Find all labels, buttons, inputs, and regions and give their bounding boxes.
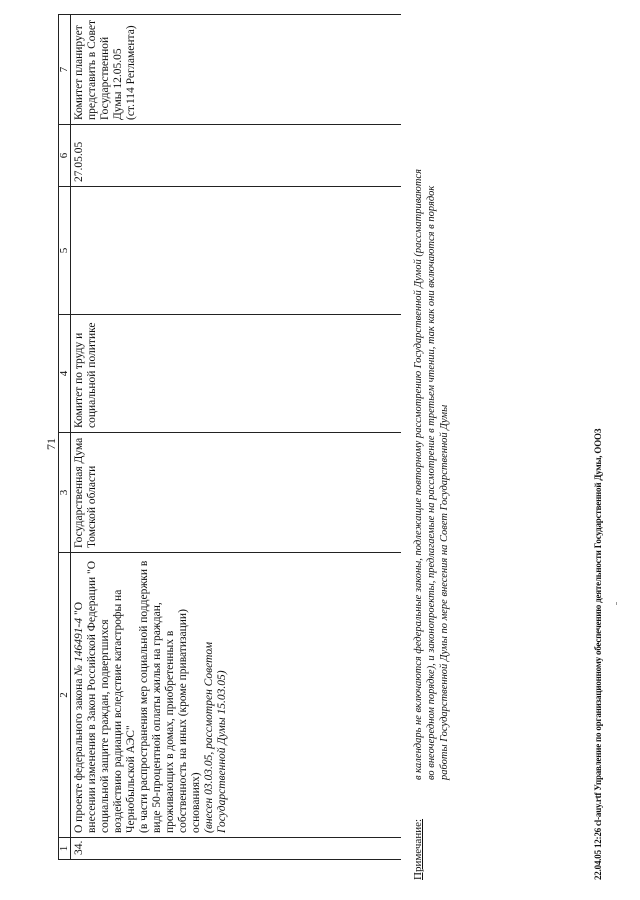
calendar-table [58, 14, 401, 860]
initiator: Государственная Дума Томской области [71, 433, 401, 553]
committee: Комитет по труду и социальной политике [71, 315, 401, 433]
header-cell: 2 [59, 553, 71, 838]
rotated-page [20, 10, 620, 890]
header-cell: 6 [59, 125, 71, 187]
bill-history: (внесен 03.03.05, рассмотрен Советом Государственной Думы 15.03.05) [203, 641, 228, 833]
bill-part: (в части распространения мер социальной поддержки в виде 50-процентной оплаты жилья на граждан, проживающих в домах, приобретенных в собственность на иных (кроме приватизации) основаниях) [138, 560, 202, 833]
bill-title: "О внесении изменения в Закон Российской Федерации "О социальной защите граждан, подвергшихся воздействию радиации вследствие катастрофы на Чернобыльской АЭС" [73, 561, 137, 833]
footer-line: 22.04.05 12:26 cl-auy.rtf Управление по организационному обеспечению деятельности Государственной Думы, ОООЗ [593, 428, 603, 880]
header-cell: 3 [59, 433, 71, 553]
date: 27.05.05 [71, 125, 401, 187]
header-cell: 4 [59, 315, 71, 433]
note-text: в календарь не включаются федеральные законы, подлежащие повторному рассмотрению Государственной Думой (рассматриваются во внеочередном порядке), и законопроекты, предлагаемые на рассмотрение в третьем чтении, так как они включаются в порядок работы Государственной Думы по мере внесения на Совет Государственной Думы [413, 169, 450, 780]
header-cell: 7 [59, 15, 71, 125]
scan-speck [616, 602, 617, 605]
plan-note: Комитет планирует представить в Совет Государственной Думы 12.05.05 (ст.114 Регламента) [71, 15, 401, 125]
page-number: 71 [44, 438, 58, 450]
col5-empty [71, 187, 401, 315]
header-cell: 5 [59, 187, 71, 315]
header-cell: 1 [59, 838, 71, 860]
bill-number: № 146491-4 [73, 617, 85, 676]
table-row [71, 15, 401, 860]
row-number: 34. [71, 838, 401, 860]
header-row [59, 15, 71, 860]
bill-description [71, 553, 401, 838]
bill-intro: О проекте федерального закона [73, 678, 85, 833]
note-label: Примечание: [412, 818, 424, 880]
